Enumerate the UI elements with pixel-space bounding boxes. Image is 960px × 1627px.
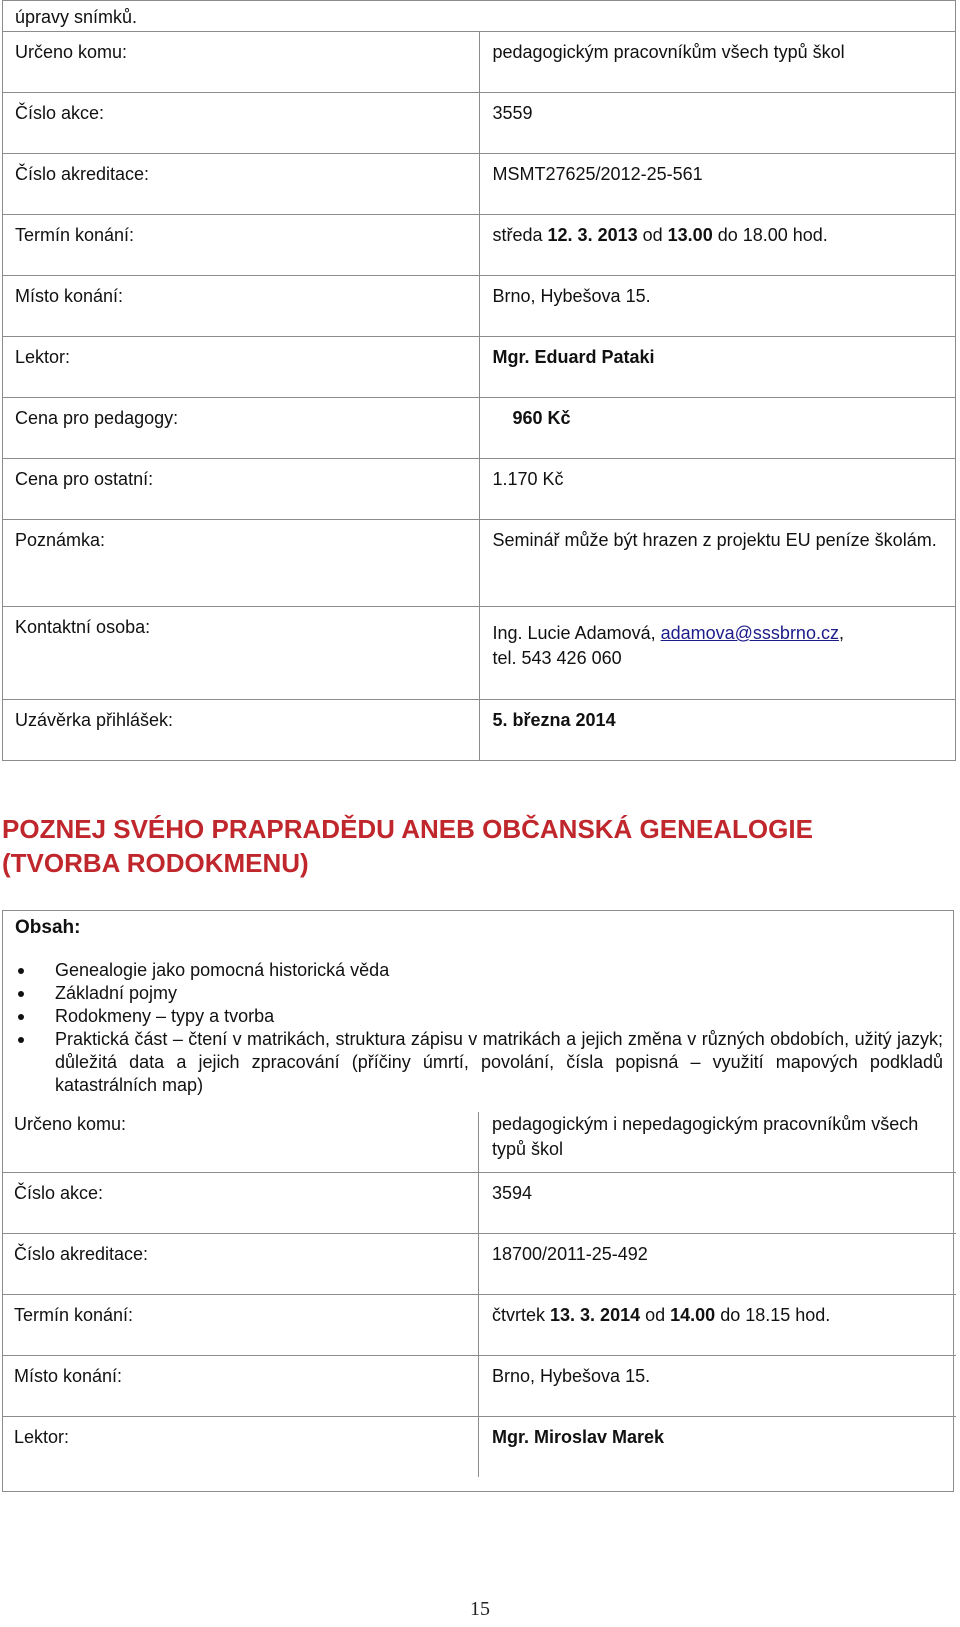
date-bold: 12. 3. 2013 [547,225,638,245]
list-item [15,982,943,1005]
row-label: Cena pro ostatní: [3,459,480,520]
value-part: čtvrtek [492,1305,551,1325]
value-part: od [637,225,668,245]
list-item-text: Základní pojmy [55,983,178,1003]
row-value: 5. března 2014 [479,700,956,761]
section-title: POZNEJ SVÉHO PRAPRADĚDU ANEB OBČANSKÁ GENEALOGIE (TVORBA RODOKMENU) [2,814,813,878]
time-bold: 14.00 [670,1305,716,1325]
row-value [479,1295,957,1356]
row-value: pedagogickým pracovníkům všech typů škol [479,32,956,93]
table-row [3,215,956,276]
value-part: do 18.15 hod. [715,1305,831,1325]
row-value: Brno, Hybešova 15. [479,276,956,337]
list-item-text: Praktická část – čtení v matrikách, struktura zápisu v matrikách a jejich změna v různých obdobích, užitý jazyk; důležitá data a jejich zpracování (příčiny úmrtí, povolání, čísla popisná – využití mapových podkladů katastrálních map) [55,1029,943,1095]
row-label: Kontaktní osoba: [3,607,480,700]
list-item [15,1028,943,1097]
value-part: , [838,623,844,643]
bullet-icon [18,991,24,997]
list-item-text: Rodokmeny – typy a tvorba [55,1006,275,1026]
table-row [3,154,956,215]
table-row [2,1112,956,1173]
table-row [3,520,956,607]
value-part: do 18.00 hod. [712,225,828,245]
row-value: Mgr. Eduard Pataki [479,337,956,398]
row-value: pedagogickým i nepedagogickým pracovníkům všech typů škol [479,1112,957,1173]
row-label: Číslo akreditace: [2,1234,479,1295]
table-row [2,1173,956,1234]
row-label: Lektor: [2,1417,479,1478]
row-value [479,607,956,700]
course-info-table-1 [2,0,956,761]
table-row [3,276,956,337]
table-row [3,700,956,761]
row-label: Číslo akce: [2,1173,479,1234]
row-label: Místo konání: [3,276,480,337]
top-fragment: úpravy snímků. [15,7,138,27]
row-label: Místo konání: [2,1356,479,1417]
row-value: 3559 [479,93,956,154]
row-label: Určeno komu: [2,1112,479,1173]
bullet-icon [18,968,24,974]
row-label: Uzávěrka přihlášek: [3,700,480,761]
row-value: 960 Kč [479,398,956,459]
list-item-text: Genealogie jako pomocná historická věda [55,960,390,980]
table-row [3,337,956,398]
row-value: 18700/2011-25-492 [479,1234,957,1295]
table-row [2,1356,956,1417]
row-value: Mgr. Miroslav Marek [479,1417,957,1478]
page-number: 15 [470,1598,490,1620]
list-item [15,1005,943,1028]
obsah-label: Obsah: [15,917,81,938]
table-row [3,32,956,93]
table-row [3,93,956,154]
table-row [2,1295,956,1356]
table-row [3,607,956,700]
table-row [2,1417,956,1478]
row-value: Seminář může být hrazen z projektu EU peníze školám. [479,520,956,607]
row-value: 3594 [479,1173,957,1234]
email-link[interactable]: adamova@sssbrno.cz [660,623,839,643]
row-label: Poznámka: [3,520,480,607]
row-value [479,215,956,276]
contact-name: Ing. Lucie Adamová, [492,623,661,643]
row-label: Lektor: [3,337,480,398]
date-bold: 13. 3. 2014 [550,1305,641,1325]
row-label: Číslo akreditace: [3,154,480,215]
table-row [3,398,956,459]
row-label: Číslo akce: [3,93,480,154]
row-label: Termín konání: [2,1295,479,1356]
row-value: MSMT27625/2012-25-561 [479,154,956,215]
row-value: 1.170 Kč [479,459,956,520]
bullet-icon [18,1037,24,1043]
row-label: Určeno komu: [3,32,480,93]
course-info-table-2 [2,1112,956,1477]
row-label: Termín konání: [3,215,480,276]
table-row [2,1234,956,1295]
row-value: Brno, Hybešova 15. [479,1356,957,1417]
contact-phone: tel. 543 426 060 [492,648,622,668]
list-item [15,959,943,982]
bullet-icon [18,1014,24,1020]
row-label: Cena pro pedagogy: [3,398,480,459]
content-list [15,959,943,1097]
table-row [3,459,956,520]
table-row [3,1,956,32]
value-part: středa [492,225,548,245]
time-bold: 13.00 [667,225,713,245]
value-part: od [640,1305,671,1325]
